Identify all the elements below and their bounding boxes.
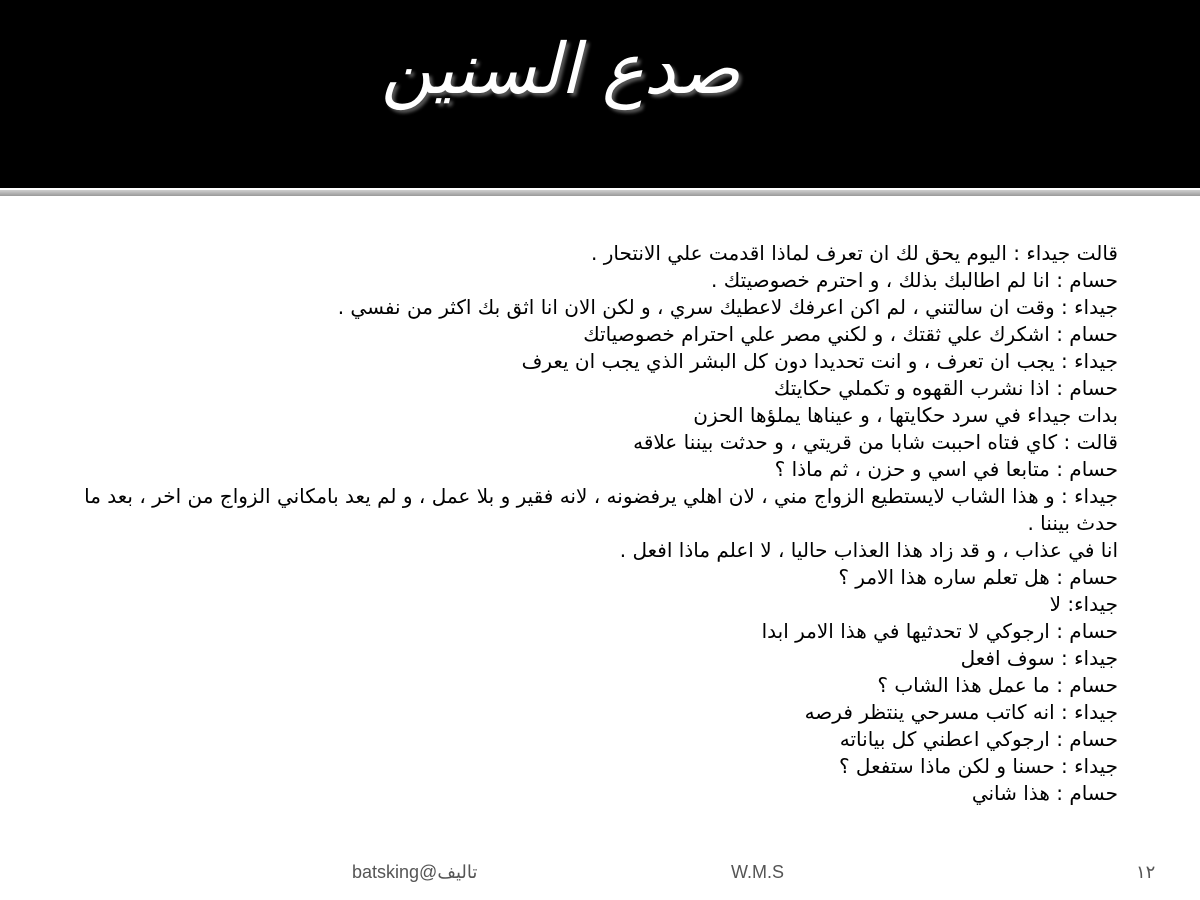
dialogue-line: جيداء : وقت ان سالتني ، لم اكن اعرفك لاعطيك سري ، و لكن الان انا اثق بك اكثر من نفسي .	[337, 295, 1118, 319]
dialogue-line: انا في عذاب ، و قد زاد هذا العذاب حاليا ، لا اعلم ماذا افعل .	[619, 538, 1118, 562]
dialogue-line: بدات جيداء في سرد حكايتها ، و عيناها يملؤها الحزن	[693, 403, 1118, 427]
dialogue-line: جيداء : سوف افعل	[960, 646, 1118, 670]
dialogue-line: جيداء : و هذا الشاب لايستطيع الزواج مني ، لان اهلي يرفضونه ، لانه فقير و بلا عمل ، و لم يعد بامكاني الزواج من اخر ، بعد ما حدث بيننا .	[84, 484, 1118, 535]
slide-title: صدع السنين	[381, 28, 740, 110]
dialogue-line: حسام : ارجوكي اعطني كل بياناته	[839, 727, 1118, 751]
dialogue-line: حسام : ما عمل هذا الشاب ؟	[877, 673, 1118, 697]
footer-author: batsking@تاليف	[352, 862, 478, 882]
dialogue-line: حسام : متابعا في اسي و حزن ، ثم ماذا ؟	[774, 457, 1118, 481]
dialogue-line: قالت : كاي فتاه احببت شابا من قريتي ، و حدثت بيننا علاقه	[633, 430, 1118, 454]
dialogue-text	[78, 240, 1118, 807]
dialogue-line: جيداء : يجب ان تعرف ، و انت تحديدا دون كل البشر الذي يجب ان يعرف	[521, 349, 1118, 373]
title-divider	[0, 190, 1200, 196]
dialogue-line: قالت جيداء : اليوم يحق لك ان تعرف لماذا اقدمت علي الانتحار .	[591, 241, 1118, 265]
dialogue-line: جيداء: لا	[1049, 592, 1118, 616]
page-number: ١٢	[1136, 862, 1156, 882]
dialogue-line: حسام : اشكرك علي ثقتك ، و لكني مصر علي احترام خصوصياتك	[583, 322, 1118, 346]
dialogue-line: حسام : هذا شاني	[971, 781, 1118, 805]
dialogue-line: حسام : انا لم اطالبك بذلك ، و احترم خصوصيتك .	[711, 268, 1118, 292]
footer-center-text: W.M.S	[731, 862, 784, 882]
dialogue-line: حسام : اذا نشرب القهوه و تكملي حكايتك	[773, 376, 1118, 400]
title-bar	[0, 0, 1200, 188]
dialogue-line: جيداء : انه كاتب مسرحي ينتظر فرصه	[804, 700, 1118, 724]
dialogue-line: حسام : ارجوكي لا تحدثيها في هذا الامر ابدا	[761, 619, 1118, 643]
dialogue-line: حسام : هل تعلم ساره هذا الامر ؟	[838, 565, 1118, 589]
dialogue-line: جيداء : حسنا و لكن ماذا ستفعل ؟	[838, 754, 1118, 778]
